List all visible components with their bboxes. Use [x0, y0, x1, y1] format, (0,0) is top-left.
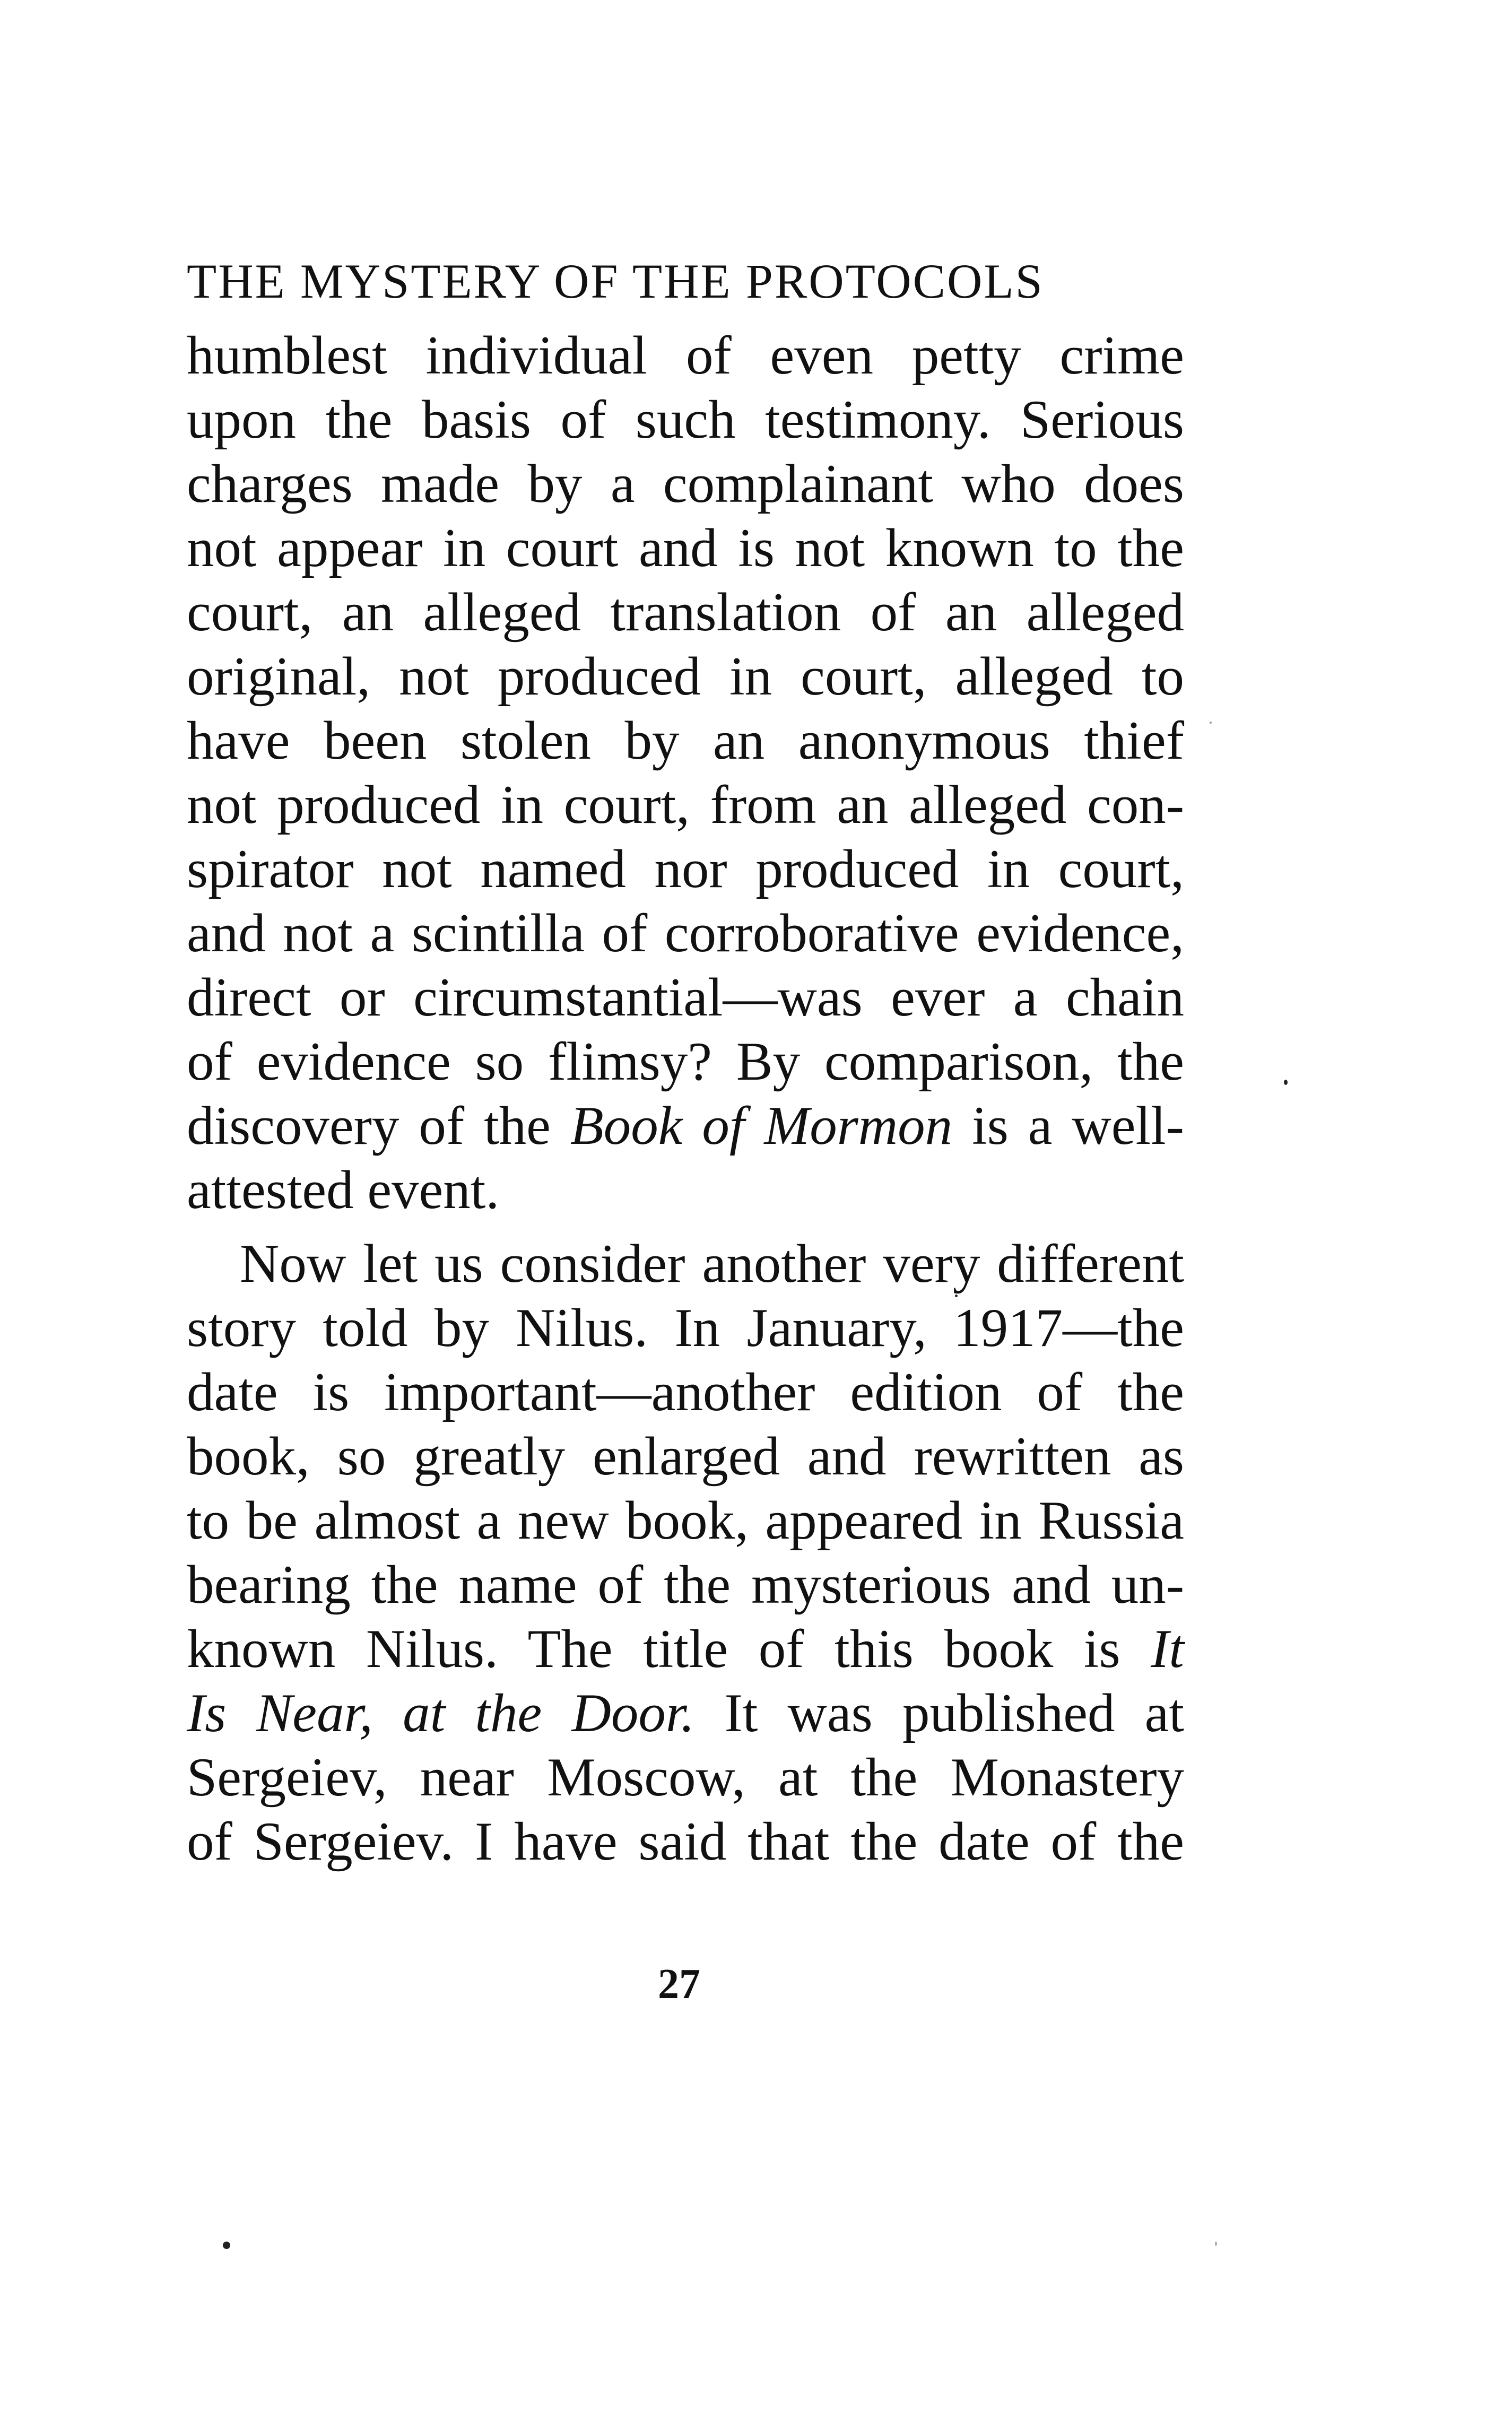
print-speck [955, 1295, 958, 1297]
text-line: of Sergeiev. I have said that the date of the [187, 1811, 1184, 1872]
text-line: court, an alleged translation of an alleged [187, 582, 1184, 642]
text-segment: discovery of the [187, 1096, 570, 1156]
text-line: direct or circumstantial—was ever a chain [187, 967, 1184, 1028]
text-line: not produced in court, from an alleged con- [187, 775, 1184, 835]
text-line: humblest individual of even petty crime [187, 325, 1184, 386]
text-segment: known Nilus. The title of this book is [187, 1619, 1151, 1679]
running-head: THE MYSTERY OF THE PROTOCOLS [187, 254, 1044, 308]
text-line: attested event. [187, 1160, 500, 1220]
text-line [187, 1681, 1184, 1746]
book-title-italic: It [1151, 1619, 1184, 1679]
text-line: original, not produced in court, alleged to [187, 646, 1184, 707]
print-speck [1284, 1080, 1288, 1085]
text-line [187, 1094, 1184, 1158]
page-number: 27 [658, 1961, 700, 2008]
text-line [187, 1617, 1184, 1681]
text-segment: It was published at [694, 1683, 1184, 1743]
text-line: book, so greatly enlarged and rewritten as [187, 1426, 1184, 1487]
text-line: to be almost a new book, appeared in Russia [187, 1490, 1184, 1551]
text-line: upon the basis of such testimony. Serious [187, 389, 1184, 450]
paragraph-1 [187, 324, 1184, 1222]
text-line: of evidence so flimsy? By comparison, the [187, 1031, 1184, 1092]
text-segment: is a well- [952, 1096, 1184, 1156]
book-title-italic: Is Near, at the Door. [187, 1683, 695, 1743]
text-line: story told by Nilus. In January, 1917—the [187, 1298, 1184, 1358]
text-line: not appear in court and is not known to the [187, 518, 1184, 578]
book-title-italic: Book of Mormon [570, 1096, 953, 1156]
paragraph-2 [187, 1232, 1184, 1874]
print-speck [223, 2242, 230, 2249]
text-line: have been stolen by an anonymous thief [187, 710, 1184, 771]
print-speck [1215, 2242, 1217, 2246]
text-line: charges made by a complainant who does [187, 454, 1184, 514]
text-line: spirator not named nor produced in court, [187, 839, 1184, 899]
paragraph-gap [187, 1222, 1184, 1232]
text-line: and not a scintilla of corroborative evidence, [187, 903, 1184, 963]
text-line: date is important—another edition of the [187, 1362, 1184, 1422]
print-speck [1210, 722, 1212, 724]
text-line: Now let us consider another very different [240, 1234, 1184, 1294]
text-line: bearing the name of the mysterious and un- [187, 1555, 1184, 1615]
body-text [187, 324, 1184, 1874]
text-line: Sergeiev, near Moscow, at the Monastery [187, 1747, 1184, 1808]
